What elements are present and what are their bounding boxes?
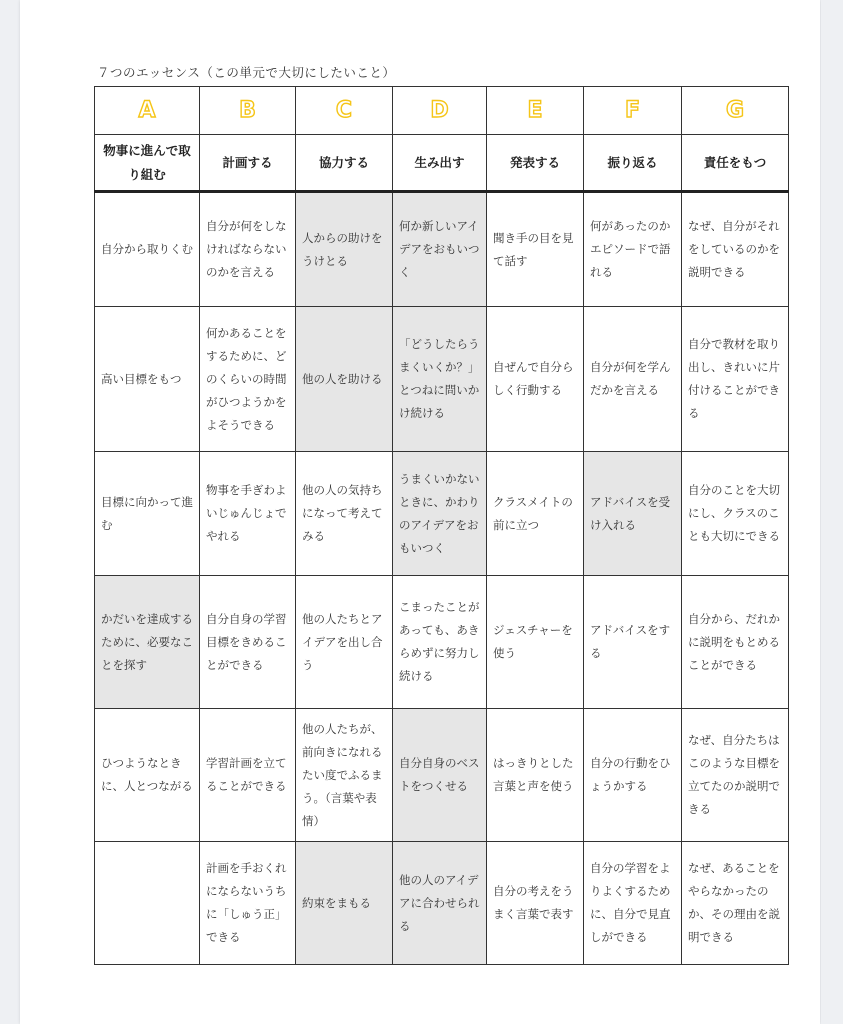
table-cell: 自分の考えをうまく言葉で表す xyxy=(487,842,584,965)
column-heading: 責任をもつ xyxy=(682,135,789,192)
table-cell: ジェスチャーを使う xyxy=(487,576,584,709)
column-letter-cell xyxy=(296,87,393,135)
table-cell: 自分のことを大切にし、クラスのことも大切にできる xyxy=(682,452,789,576)
table-cell: 何かあることをするために、どのくらいの時間がひつようかをよそうできる xyxy=(200,307,296,452)
table-cell: なぜ、あることをやらなかったのか、その理由を説明できる xyxy=(682,842,789,965)
table-cell-highlighted: アドバイスを受け入れる xyxy=(584,452,682,576)
column-letter-cell xyxy=(200,87,296,135)
column-letter-cell xyxy=(584,87,682,135)
table-cell: クラスメイトの前に立つ xyxy=(487,452,584,576)
table-row xyxy=(95,709,789,842)
column-letter-cell xyxy=(393,87,487,135)
column-heading: 協力する xyxy=(296,135,393,192)
table-cell xyxy=(95,842,200,965)
table-cell-highlighted: うまくいかないときに、かわりのアイデアをおもいつく xyxy=(393,452,487,576)
column-letter: A xyxy=(138,98,156,123)
table-cell: こまったことがあっても、あきらめずに努力し続ける xyxy=(393,576,487,709)
column-letter: E xyxy=(527,98,543,123)
table-cell: はっきりとした言葉と声を使う xyxy=(487,709,584,842)
table-cell-highlighted: 「どうしたらうまくいくか？」とつねに問いかけ続ける xyxy=(393,307,487,452)
table-row xyxy=(95,307,789,452)
column-letter: G xyxy=(725,98,745,123)
table-cell: 他の人たちが、前向きになれるたい度でふるまう。（言葉や表情） xyxy=(296,709,393,842)
table-cell: なぜ、自分たちはこのような目標を立てたのか説明できる xyxy=(682,709,789,842)
column-letter: B xyxy=(239,98,256,123)
column-heading: 発表する xyxy=(487,135,584,192)
column-letter-cell xyxy=(487,87,584,135)
table-cell: ひつようなときに、人とつながる xyxy=(95,709,200,842)
column-heading: 生み出す xyxy=(393,135,487,192)
column-heading: 振り返る xyxy=(584,135,682,192)
table-cell-highlighted: 他の人を助ける xyxy=(296,307,393,452)
table-cell: 計画を手おくれにならないうちに「しゅう正」できる xyxy=(200,842,296,965)
table-cell-highlighted: かだいを達成するために、必要なことを探す xyxy=(95,576,200,709)
table-caption: ７つのエッセンス（この単元で大切にしたいこと） xyxy=(97,65,396,80)
table-cell-highlighted: 約束をまもる xyxy=(296,842,393,965)
column-letter: C xyxy=(335,98,353,123)
table-cell: 自分で教材を取り出し、きれいに片付けることができる xyxy=(682,307,789,452)
table-cell: 何があったのかエピソードで語れる xyxy=(584,192,682,307)
table-cell: 聞き手の目を見て話す xyxy=(487,192,584,307)
table-row xyxy=(95,576,789,709)
table-cell: 他の人の気持ちになって考えてみる xyxy=(296,452,393,576)
table-cell: 高い目標をもつ xyxy=(95,307,200,452)
table-cell-highlighted: 何か新しいアイデアをおもいつく xyxy=(393,192,487,307)
table-cell: 自ぜんで自分らしく行動する xyxy=(487,307,584,452)
column-letter: F xyxy=(624,98,641,123)
letter-row xyxy=(95,87,789,135)
viewer-scroll-edge xyxy=(821,0,843,1024)
table-cell: 自分の学習をよりよくするために、自分で見直しができる xyxy=(584,842,682,965)
column-letter-cell xyxy=(95,87,200,135)
column-letter-cell xyxy=(682,87,789,135)
table-cell: 目標に向かって進む xyxy=(95,452,200,576)
table-row xyxy=(95,842,789,965)
table-cell-highlighted: 自分自身のベストをつくせる xyxy=(393,709,487,842)
heading-row xyxy=(95,135,789,192)
table-cell: 自分から取りくむ xyxy=(95,192,200,307)
table-cell: 自分から、だれかに説明をもとめることができる xyxy=(682,576,789,709)
table-cell: アドバイスをする xyxy=(584,576,682,709)
table-cell: 自分の行動をひょうかする xyxy=(584,709,682,842)
table-cell: なぜ、自分がそれをしているのかを説明できる xyxy=(682,192,789,307)
table-row xyxy=(95,192,789,307)
essence-table xyxy=(94,86,789,965)
table-cell: 他の人たちとアイデアを出し合う xyxy=(296,576,393,709)
column-letter: D xyxy=(430,98,449,123)
table-cell-highlighted: 他の人のアイデアに合わせられる xyxy=(393,842,487,965)
column-heading: 計画する xyxy=(200,135,296,192)
table-cell: 学習計画を立てることができる xyxy=(200,709,296,842)
table-cell: 自分が何を学んだかを言える xyxy=(584,307,682,452)
table-cell: 自分自身の学習目標をきめることができる xyxy=(200,576,296,709)
table-cell: 物事を手ぎわよいじゅんじょでやれる xyxy=(200,452,296,576)
table-cell: 自分が何をしなければならないのかを言える xyxy=(200,192,296,307)
column-heading: 物事に進んで取り組む xyxy=(95,135,200,192)
table-row xyxy=(95,452,789,576)
table-cell-highlighted: 人からの助けをうけとる xyxy=(296,192,393,307)
